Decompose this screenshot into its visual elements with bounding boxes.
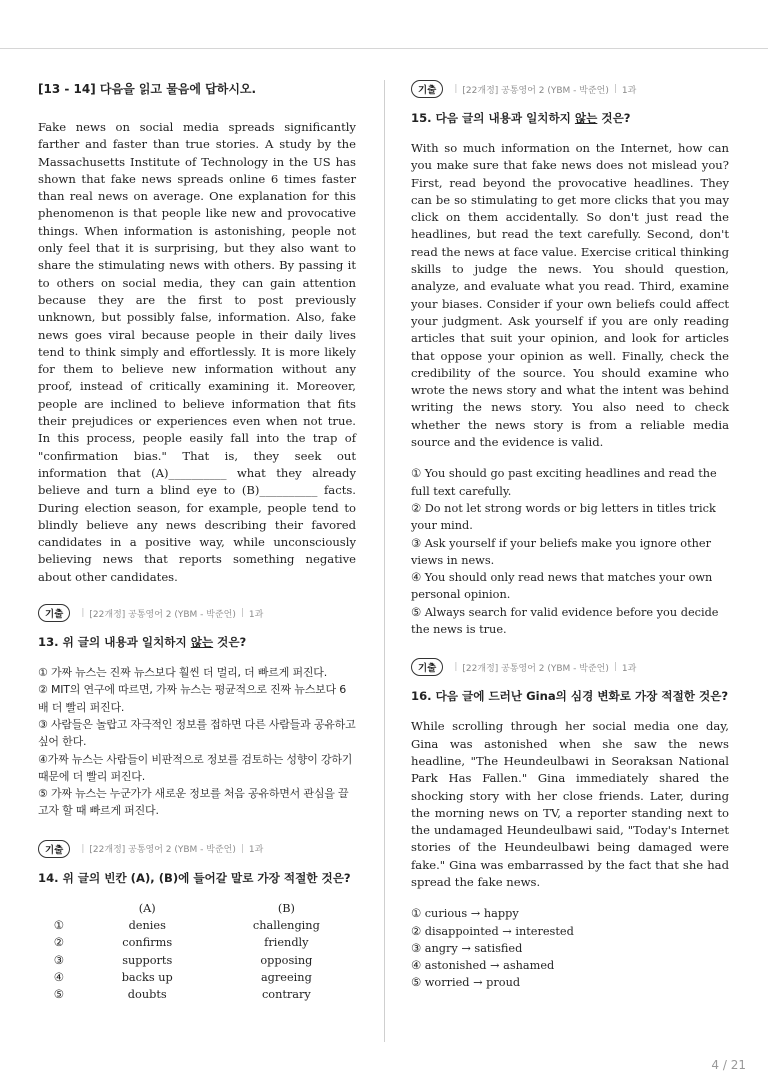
- header-rule: [0, 48, 768, 49]
- exam-badge: 기출: [411, 80, 443, 98]
- choice: ③ 사람들은 놀랍고 자극적인 정보를 접하면 다른 사람들과 공유하고 싶어 한다.: [38, 717, 356, 749]
- table-row: ② confirms friendly: [53, 936, 309, 950]
- table-row: ① denies challenging: [53, 919, 320, 933]
- column-divider: [384, 80, 385, 1042]
- choice: ① curious → happy: [411, 907, 519, 921]
- exam-badge: 기출: [411, 658, 443, 676]
- question-tag: 기출 | [22개정] 공통영어 2 (YBM - 박준언) | 1과: [411, 658, 729, 676]
- question-13-title: 13. 위 글의 내용과 일치하지 않는 것은?: [38, 635, 247, 650]
- table-row: ⑤ doubts contrary: [53, 988, 311, 1002]
- choice: ① 가짜 뉴스는 진짜 뉴스보다 훨씬 더 멀리, 더 빠르게 퍼진다.: [38, 666, 328, 680]
- source-label: [22개정] 공통영어 2 (YBM - 박준언): [462, 663, 609, 674]
- question-16-choices: [411, 905, 729, 991]
- question-tag: 기출 | [22개정] 공통영어 2 (YBM - 박준언) | 1과: [38, 604, 356, 622]
- choice: ② MIT의 연구에 따르면, 가짜 뉴스는 평균적으로 진짜 뉴스보다 6배 더 빨리 퍼진다.: [38, 683, 347, 714]
- question-tag: 기출 | [22개정] 공통영어 2 (YBM - 박준언) | 1과: [38, 840, 356, 858]
- source-label: [22개정] 공통영어 2 (YBM - 박준언): [89, 609, 236, 620]
- choice: ④ You should only read news that matches your own personal opinion.: [411, 571, 713, 602]
- section-header: [13 - 14] 다음을 읽고 물음에 답하시오.: [38, 82, 257, 96]
- question-16-title: 16. 다음 글에 드러난 Gina의 심경 변화로 가장 적절한 것은?: [411, 689, 729, 704]
- question-16-passage: While scrolling through her social media one day, Gina was astonished when she saw the news headline, "The Heundeulbawi in Seoraksan National Park Has Fallen." Gina immediately shared the shocking story with her close friends. Later, during the morning news on TV, a reporter standing next to the undamaged Heundeulbawi said, "Today's Internet stories of the Heundeulbawi being damaged were fake." Gina was embarrassed by the fact that she had spread the fake news.: [411, 719, 729, 889]
- source-label: [22개정] 공통영어 2 (YBM - 박준언): [462, 85, 609, 96]
- question-14-choices-table: [40, 900, 356, 1004]
- source-label: [22개정] 공통영어 2 (YBM - 박준언): [89, 845, 236, 856]
- column-header-b: (B): [277, 901, 295, 915]
- question-15-choices: [411, 465, 729, 638]
- lesson-label: 1과: [248, 845, 264, 856]
- lesson-label: 1과: [621, 663, 637, 674]
- question-tag: 기출 | [22개정] 공통영어 2 (YBM - 박준언) | 1과: [411, 80, 729, 98]
- exam-badge: 기출: [38, 840, 70, 858]
- choice: ④ astonished → ashamed: [411, 959, 555, 973]
- right-column: [411, 80, 729, 992]
- table-row: ④ backs up agreeing: [53, 971, 312, 985]
- choice: ② Do not let strong words or big letters in titles trick your mind.: [411, 501, 716, 533]
- column-header-a: (A): [138, 901, 156, 915]
- choice: ⑤ Always search for valid evidence before you decide the news is true.: [411, 605, 719, 637]
- question-13-choices: [38, 664, 356, 820]
- choice: ① You should go past exciting headlines and read the full text carefully.: [411, 467, 717, 498]
- question-15-passage: With so much information on the Internet, how can you make sure that fake news does not mislead you? First, read beyond the provocative headlines. They can be so stimulating to get more clicks that you may click on them accidentally. So don't just read the headlines, but read the text carefully. Second, don't read the news at face value. Exercise critical thinking skills to judge the news. You should question, analyze, and evaluate what you read. Third, examine your biases. Consider if your own beliefs could affect your judgment. Ask yourself if you are only reading articles that suit your opinion, and look for articles that oppose your opinion as well. Finally, check the credibility of the source. You should examine who wrote the news story and what the intent was behind writing the news story. You also need to check whether the news story is from a reliable media source and the evidence is valid.: [411, 141, 729, 450]
- choice: ⑤ worried → proud: [411, 976, 521, 990]
- lesson-label: 1과: [248, 609, 264, 620]
- choice: ⑤ 가짜 뉴스는 누군가가 새로운 정보를 처음 공유하면서 관심을 끌고자 할 때 빠르게 퍼진다.: [38, 787, 349, 818]
- choice: ③ angry → satisfied: [411, 941, 523, 955]
- lesson-label: 1과: [621, 85, 637, 96]
- choice: ③ Ask yourself if your beliefs make you ignore other views in news.: [411, 536, 711, 567]
- passage-fake-news: Fake news on social media spreads significantly farther and faster than true stories. A study by the Massachusetts Institute of Technology in the US has shown that fake news spreads online 6 times faster than real news on average. One explanation for this phenomenon is that people like new and provocative things. When information is astonishing, people not only feel that it is surprising, but they also want to share the stimulating news with others. By passing it to others on social media, they can gain attention because they are the first to post previously unknown, but possibly false, information. Also, fake news goes viral because people in their daily lives tend to think simply and effortlessly. It is more likely for them to believe new information without any proof, instead of critically examining it. Moreover, people are inclined to believe information that fits their prejudices or experiences even when not true. In this process, people easily fall into the trap of "confirmation bias." That is, they seek out information that (A)__________ what they already believe and turn a blind eye to (B)__________ facts. During election season, for example, people tend to blindly believe any news describing their favored candidates in a positive way, while unconsciously believing news that reports something negative about other candidates.: [38, 120, 356, 584]
- question-15-title: 15. 다음 글의 내용과 일치하지 않는 것은?: [411, 111, 631, 125]
- page-number: 4 / 21: [711, 1058, 746, 1072]
- exam-badge: 기출: [38, 604, 70, 622]
- question-14-title: 14. 위 글의 빈칸 (A), (B)에 들어갈 말로 가장 적절한 것은?: [38, 870, 351, 885]
- table-row: ③ supports opposing: [53, 953, 313, 967]
- left-column: [38, 80, 356, 1003]
- choice: ② disappointed → interested: [411, 924, 574, 938]
- choice: ④가짜 뉴스는 사람들이 비판적으로 정보를 검토하는 성향이 강하기 때문에 더 빨리 퍼진다.: [38, 752, 353, 783]
